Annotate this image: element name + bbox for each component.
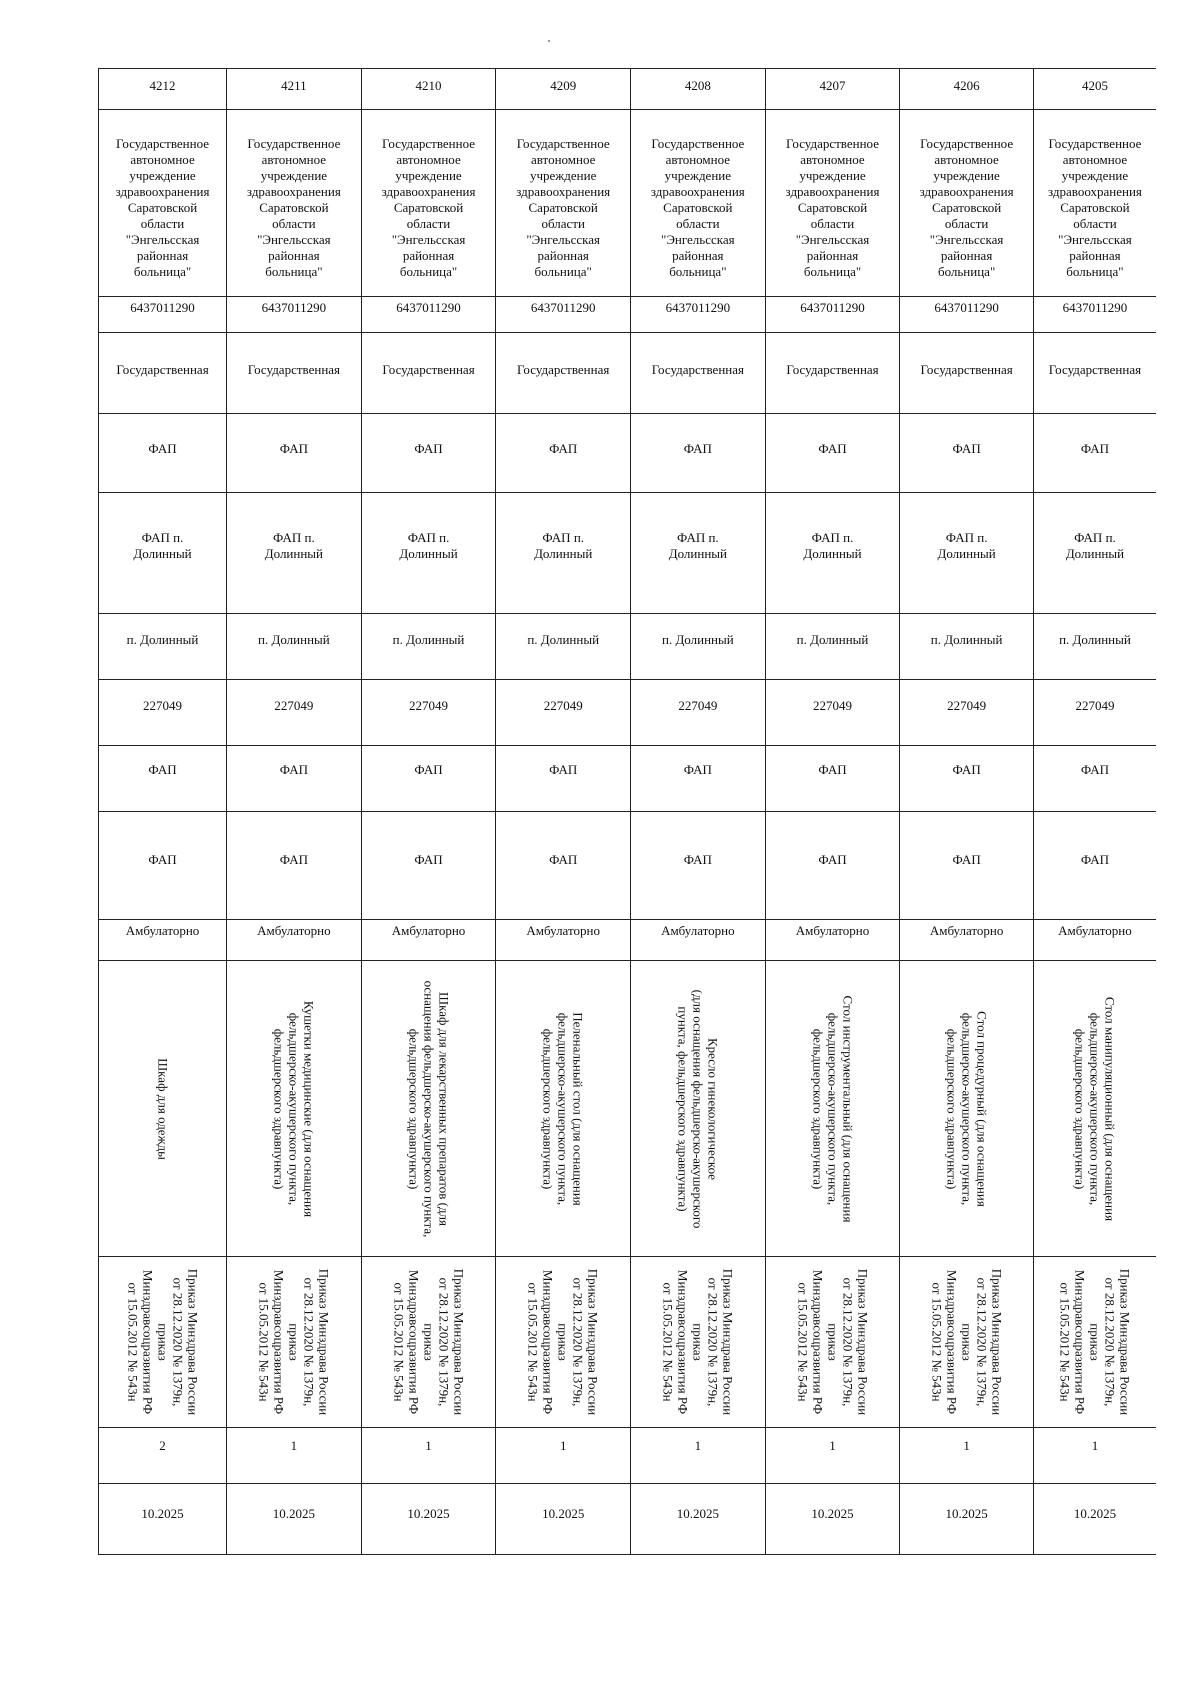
unit-name-text: ФАП п. Долинный [264,530,323,561]
locality-text: п. Долинный [126,632,199,647]
unit-subtype-text: ФАП [414,852,443,867]
unit-subtype-cell [496,812,631,920]
code-cell [99,680,227,746]
quantity-text: 1 [963,1438,970,1453]
inn-text: 6437011290 [396,300,461,315]
organization-name-text: Государственное автономное учреждение здравоохранения Саратовской области "Энгельсская районная больница" [1047,136,1142,279]
quantity-text: 1 [829,1438,836,1453]
ownership-text: Государственная [517,362,610,377]
facility-type-cell [1033,414,1156,493]
record-number-cell [361,69,496,110]
organization-name-cell [496,110,631,297]
ownership-cell [361,333,496,414]
date-cell [361,1484,496,1555]
facility-type-cell [496,414,631,493]
record-number-text: 4209 [550,78,577,93]
unit-name-text: ФАП п. Долинный [534,530,593,561]
inn-cell [765,297,900,333]
condition-cell [361,920,496,961]
quantity-text: 1 [1091,1438,1099,1453]
code-cell [900,680,1034,746]
unit-subtype-cell [99,812,227,920]
date-cell [496,1484,631,1555]
condition-cell [765,920,900,961]
condition-text: Амбулаторно [661,923,735,938]
unit-type-text: ФАП [952,762,981,777]
legal-basis-text: Приказ Минздрава России от 28.12.2020 № 1379н, приказ Минздравсоцразвития РФ от 15.05.2012 № 543н [929,1268,1005,1416]
unit-type-cell [361,746,496,812]
equipment-name-text: Кресло гинекологическое (для оснащения фельдшерско-акушерского пункта, фельдшерского здравпункта) [675,989,721,1228]
unit-type-text: ФАП [683,762,712,777]
code-text: 227049 [543,698,583,713]
organization-name-text: Государственное автономное учреждение здравоохранения Саратовской области "Энгельсская районная больница" [516,136,611,279]
record-number-cell [227,69,362,110]
date-text: 10.2025 [945,1506,988,1521]
facility-type-text: ФАП [818,441,847,456]
quantity-text: 1 [694,1438,702,1453]
inn-text: 6437011290 [530,300,596,315]
date-text: 10.2025 [407,1506,450,1521]
legal-basis-cell [361,1257,496,1428]
unit-type-text: ФАП [148,762,177,777]
legal-basis-cell [631,1257,766,1428]
facility-type-cell [900,414,1034,493]
ownership-text: Государственная [247,362,341,377]
record-number-row [99,69,1157,110]
equipment-name-text: Стол манипуляционный (для оснащения фельдшерско-акушерского пункта, фельдшерского здравпункта) [1072,996,1118,1221]
condition-text: Амбулаторно [125,923,200,938]
unit-subtype-text: ФАП [148,852,177,867]
quantity-cell [765,1428,900,1484]
equipment-name-text: Пеленальный стол (для оснащения фельдшерско-акушерского пункта, фельдшерского здравпункта) [540,1011,586,1206]
ownership-text: Государственная [1048,362,1142,377]
locality-cell [1033,614,1156,680]
equipment-name-cell [496,961,631,1257]
unit-subtype-cell [765,812,900,920]
organization-name-cell [99,110,227,297]
record-number-text: 4210 [415,78,442,93]
ownership-text: Государственная [651,362,744,377]
equipment-table [98,68,1156,1555]
condition-text: Амбулаторно [526,923,600,938]
organization-name-cell [1033,110,1156,297]
facility-type-text: ФАП [414,441,443,456]
locality-text: п. Долинный [392,632,465,647]
locality-text: п. Долинный [661,632,734,647]
unit-name-text: ФАП п. Долинный [133,530,192,561]
code-cell [631,680,766,746]
legal-basis-text: Приказ Минздрава России от 28.12.2020 № 1379н, приказ Минздравсоцразвития РФ от 15.05.2012 № 543н [525,1268,601,1416]
unit-name-cell [900,493,1034,614]
locality-text: п. Долинный [930,632,1003,647]
organization-name-cell [765,110,900,297]
equipment-name-text: Шкаф для одежды [155,1057,171,1160]
facility-type-text: ФАП [683,441,712,456]
equipment-name-cell [1033,961,1156,1257]
legal-basis-cell [1033,1257,1156,1428]
condition-cell [227,920,362,961]
quantity-cell [900,1428,1034,1484]
locality-cell [765,614,900,680]
code-cell [1033,680,1156,746]
condition-text: Амбулаторно [795,923,870,938]
inn-cell [900,297,1034,333]
quantity-text: 2 [159,1438,166,1453]
organization-name-cell [631,110,766,297]
quantity-cell [227,1428,362,1484]
unit-subtype-text: ФАП [549,852,578,867]
legal-basis-cell [765,1257,900,1428]
date-cell [900,1484,1034,1555]
condition-cell [631,920,766,961]
unit-type-text: ФАП [818,762,847,777]
locality-text: п. Долинный [258,632,330,647]
record-number-cell [631,69,766,110]
record-number-text: 4207 [819,78,846,93]
ownership-text: Государственная [786,362,879,377]
condition-text: Амбулаторно [257,923,331,938]
unit-name-text: ФАП п. Долинный [399,530,458,561]
facility-type-cell [361,414,496,493]
quantity-cell [496,1428,631,1484]
unit-type-cell [227,746,362,812]
unit-subtype-cell [1033,812,1156,920]
legal-basis-cell [496,1257,631,1428]
unit-type-cell [900,746,1034,812]
unit-subtype-cell [361,812,496,920]
ownership-text: Государственная [116,362,209,377]
code-cell [361,680,496,746]
inn-cell [99,297,227,333]
quantity-text: 1 [425,1438,432,1453]
record-number-cell [900,69,1034,110]
code-text: 227049 [678,698,718,713]
record-number-cell [496,69,631,110]
quantity-cell [99,1428,227,1484]
ownership-cell [900,333,1034,414]
unit-name-cell [227,493,362,614]
legal-basis-text: Приказ Минздрава России от 28.12.2020 № 1379н, приказ Минздравсоцразвития РФ от 15.05.2012 № 543н [125,1268,201,1416]
date-text: 10.2025 [1073,1506,1117,1521]
equipment-name-text: Кушетки медицинские (для оснащения фельдшерско-акушерского пункта, фельдшерского здравпункта) [271,1000,317,1217]
record-number-text: 4212 [149,78,176,93]
equipment-name-text: Стол процедурный (для оснащения фельдшерско-акушерского пункта, фельдшерского здравпункта) [944,1010,990,1207]
equipment-name-row [99,961,1157,1257]
code-text: 227049 [947,698,987,713]
code-text: 227049 [409,698,449,713]
unit-name-cell [765,493,900,614]
inn-text: 6437011290 [1062,300,1128,315]
ownership-cell [496,333,631,414]
equipment-name-cell [631,961,766,1257]
code-row [99,680,1157,746]
date-text: 10.2025 [676,1506,719,1521]
inn-text: 6437011290 [261,300,327,315]
condition-cell [1033,920,1156,961]
unit-subtype-text: ФАП [1080,852,1110,867]
record-number-text: 4211 [281,78,307,93]
condition-cell [496,920,631,961]
quantity-cell [631,1428,766,1484]
unit-type-text: ФАП [549,762,578,777]
legal-basis-cell [99,1257,227,1428]
unit-subtype-text: ФАП [279,852,308,867]
unit-type-text: ФАП [1080,762,1110,777]
locality-cell [631,614,766,680]
unit-subtype-row [99,812,1157,920]
code-text: 227049 [274,698,314,713]
ownership-row [99,333,1157,414]
locality-text: п. Долинный [527,632,600,647]
code-text: 227049 [813,698,852,713]
quantity-cell [361,1428,496,1484]
organization-name-text: Государственное автономное учреждение здравоохранения Саратовской области "Энгельсская районная больница" [246,136,341,279]
quantity-row [99,1428,1157,1484]
ownership-text: Государственная [920,362,1013,377]
legal-basis-text: Приказ Минздрава России от 28.12.2020 № 1379н, приказ Минздравсоцразвития РФ от 15.05.2012 № 543н [660,1268,736,1416]
equipment-name-cell [361,961,496,1257]
condition-text: Амбулаторно [1058,923,1132,938]
code-text: 227049 [143,698,183,713]
organization-name-text: Государственное автономное учреждение здравоохранения Саратовской области "Энгельсская районная больница" [919,136,1014,279]
unit-subtype-cell [900,812,1034,920]
facility-type-cell [99,414,227,493]
unit-subtype-cell [227,812,362,920]
facility-type-text: ФАП [549,441,578,456]
ownership-cell [99,333,227,414]
facility-type-cell [765,414,900,493]
unit-name-text: ФАП п. Долинный [668,530,727,561]
code-cell [496,680,631,746]
unit-subtype-text: ФАП [952,852,981,867]
unit-name-text: ФАП п. Долинный [1065,530,1125,561]
inn-cell [1033,297,1156,333]
locality-cell [99,614,227,680]
condition-cell [900,920,1034,961]
unit-subtype-cell [631,812,766,920]
facility-type-text: ФАП [952,441,981,456]
record-number-cell [1033,69,1156,110]
inn-text: 6437011290 [130,300,195,315]
inn-cell [496,297,631,333]
unit-type-cell [99,746,227,812]
inn-cell [227,297,362,333]
equipment-name-cell [765,961,900,1257]
ownership-cell [631,333,766,414]
unit-type-cell [1033,746,1156,812]
organization-name-cell [900,110,1034,297]
unit-name-text: ФАП п. Долинный [803,530,862,561]
locality-cell [900,614,1034,680]
quantity-text: 1 [559,1438,567,1453]
quantity-text: 1 [290,1438,298,1453]
legal-basis-text: Приказ Минздрава России от 28.12.2020 № 1379н, приказ Минздравсоцразвития РФ от 15.05.2012 № 543н [795,1268,870,1416]
unit-type-text: ФАП [279,762,308,777]
unit-type-row [99,746,1157,812]
ownership-text: Государственная [382,362,475,377]
organization-name-text: Государственное автономное учреждение здравоохранения Саратовской области "Энгельсская районная больница" [785,136,880,279]
equipment-name-cell [227,961,362,1257]
organization-name-cell [227,110,362,297]
legal-basis-text: Приказ Минздрава России от 28.12.2020 № 1379н, приказ Минздравсоцразвития РФ от 15.05.2012 № 543н [256,1268,332,1416]
date-text: 10.2025 [811,1506,854,1521]
unit-name-cell [631,493,766,614]
condition-row [99,920,1157,961]
locality-row [99,614,1157,680]
locality-text: п. Долинный [1059,632,1131,647]
record-number-text: 4206 [953,78,980,93]
unit-name-row [99,493,1157,614]
date-cell [1033,1484,1156,1555]
unit-subtype-text: ФАП [818,852,847,867]
legal-basis-cell [900,1257,1034,1428]
unit-name-cell [361,493,496,614]
date-text: 10.2025 [272,1506,315,1521]
inn-cell [631,297,766,333]
date-text: 10.2025 [141,1506,184,1521]
unit-type-text: ФАП [414,762,443,777]
unit-subtype-text: ФАП [683,852,712,867]
equipment-name-text: Шкаф для лекарственных препаратов (для оснащения фельдшерско-акушерского пункта, фельдшерского здравпункта) [406,980,452,1237]
locality-cell [496,614,631,680]
facility-type-text: ФАП [1080,441,1110,456]
date-cell [227,1484,362,1555]
facility-type-cell [631,414,766,493]
code-cell [227,680,362,746]
legal-basis-text: Приказ Минздрава России от 28.12.2020 № 1379н, приказ Минздравсоцразвития РФ от 15.05.2012 № 543н [1057,1268,1133,1416]
unit-type-cell [496,746,631,812]
legal-basis-cell [227,1257,362,1428]
legal-basis-text: Приказ Минздрава России от 28.12.2020 № 1379н, приказ Минздравсоцразвития РФ от 15.05.2012 № 543н [391,1268,467,1416]
organization-name-row [99,110,1157,297]
organization-name-text: Государственное автономное учреждение здравоохранения Саратовской области "Энгельсская районная больница" [381,136,476,279]
inn-text: 6437011290 [934,300,999,315]
record-number-cell [765,69,900,110]
code-text: 227049 [1075,698,1115,713]
organization-name-text: Государственное автономное учреждение здравоохранения Саратовской области "Энгельсская районная больница" [115,136,210,279]
unit-type-cell [765,746,900,812]
inn-text: 6437011290 [665,300,731,315]
unit-type-cell [631,746,766,812]
organization-name-cell [361,110,496,297]
equipment-name-text: Стол инструментальный (для оснащения фельдшерско-акушерского пункта, фельдшерского здравпункта) [810,995,855,1222]
inn-cell [361,297,496,333]
date-cell [99,1484,227,1555]
unit-name-text: ФАП п. Долинный [937,530,996,561]
unit-name-cell [496,493,631,614]
ownership-cell [1033,333,1156,414]
equipment-name-cell [900,961,1034,1257]
date-cell [631,1484,766,1555]
locality-cell [227,614,362,680]
record-number-text: 4208 [684,78,711,93]
locality-text: п. Долинный [796,632,869,647]
facility-type-cell [227,414,362,493]
record-number-text: 4205 [1081,78,1108,93]
scan-speck [548,40,550,42]
record-number-cell [99,69,227,110]
condition-text: Амбулаторно [929,923,1004,938]
inn-text: 6437011290 [800,300,865,315]
unit-name-cell [99,493,227,614]
quantity-cell [1033,1428,1156,1484]
locality-cell [361,614,496,680]
inn-row [99,297,1157,333]
condition-cell [99,920,227,961]
equipment-name-cell [99,961,227,1257]
organization-name-text: Государственное автономное учреждение здравоохранения Саратовской области "Энгельсская районная больница" [650,136,745,279]
date-cell [765,1484,900,1555]
ownership-cell [765,333,900,414]
facility-type-text: ФАП [148,441,177,456]
facility-type-text: ФАП [279,441,308,456]
date-text: 10.2025 [542,1506,585,1521]
code-cell [765,680,900,746]
facility-type-row [99,414,1157,493]
condition-text: Амбулаторно [391,923,466,938]
ownership-cell [227,333,362,414]
date-row [99,1484,1157,1555]
legal-basis-row [99,1257,1157,1428]
unit-name-cell [1033,493,1156,614]
